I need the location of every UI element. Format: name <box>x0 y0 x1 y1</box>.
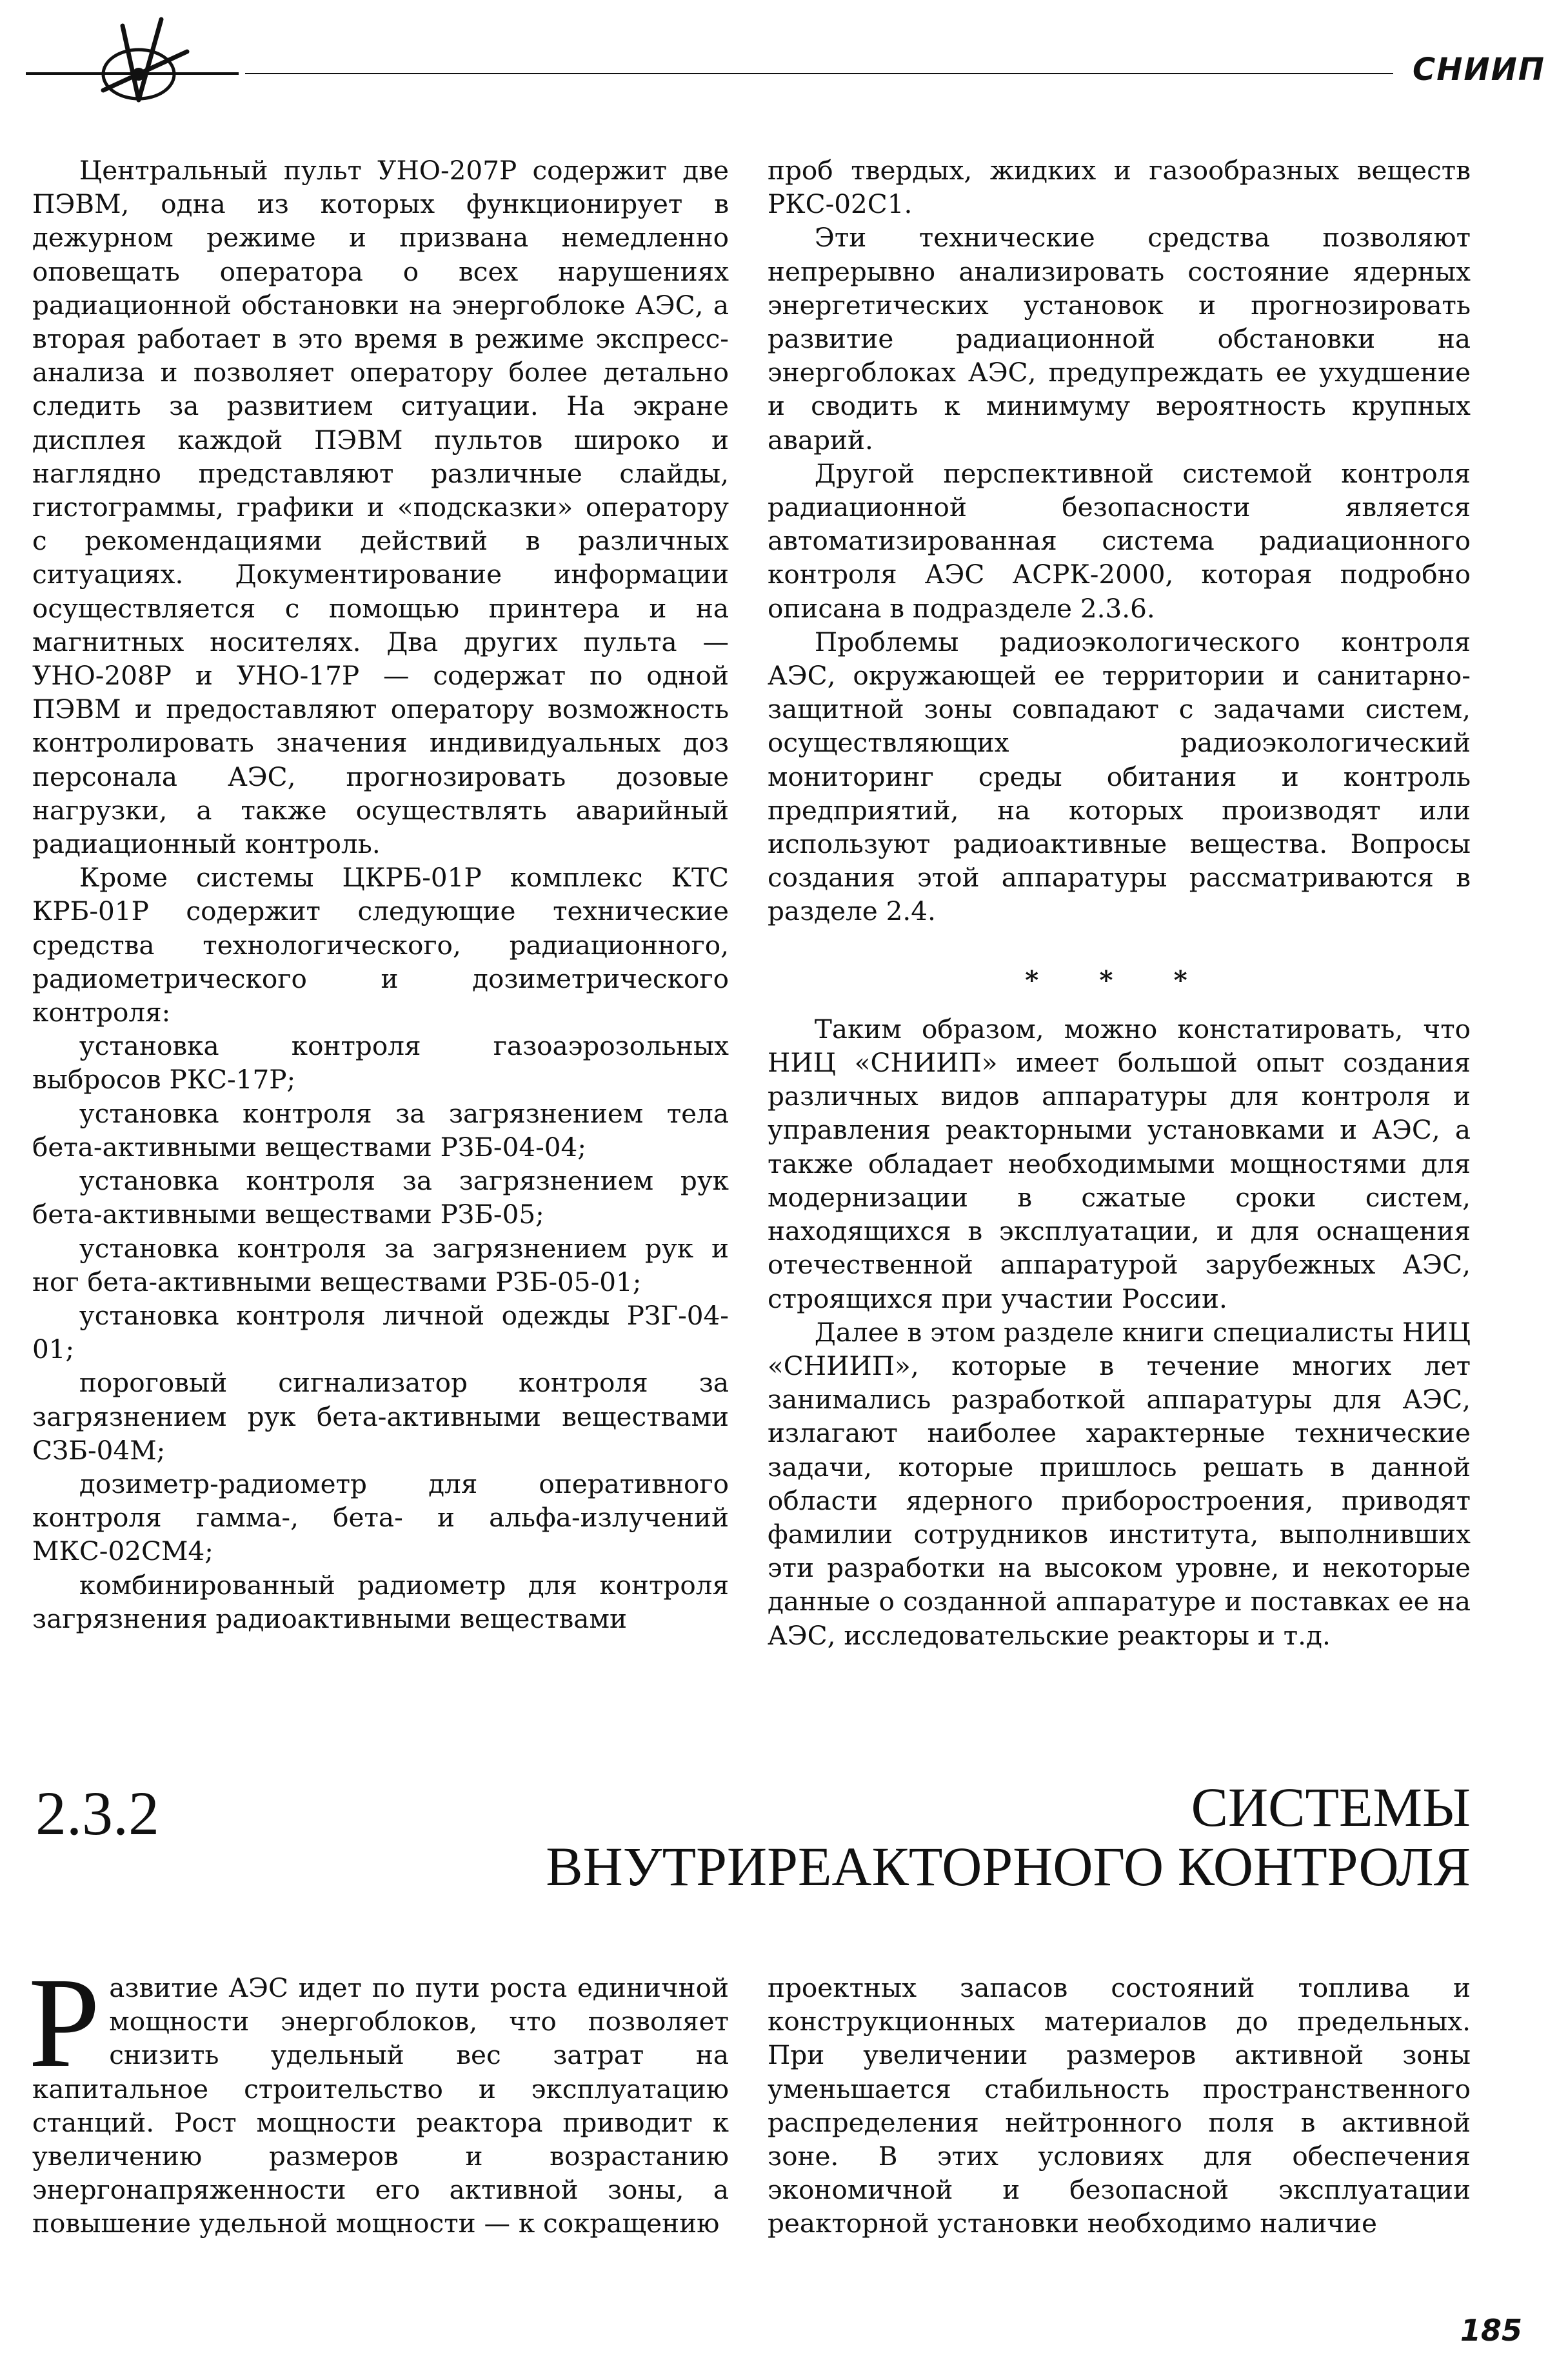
section-number: 2.3.2 <box>35 1779 159 1848</box>
paragraph: Другой перспективной системой контроля радиационной безопасности является автоматизированная система радиационного контроля АЭС АСРК-2000, которая подробно описана в подразделе 2.3.6. <box>768 457 1471 624</box>
paragraph: Эти технические средства позволяют непрерывно анализировать состояние ядерных энергетических установок и прогнозировать развитие радиационной обстановки на энергоблоках АЭС, предупреждать ее ухудшение и сводить к минимуму вероятность крупных аварий. <box>768 222 1471 455</box>
paragraph: азвитие АЭС идет по пути роста единичной мощности энергоблоков, что позволяет снизить удельный вес затрат на капитальное строительство и эксплуатацию станций. Рост мощности реактора приводит к увеличению размеров и возрастанию энергонапряженности его активной зоны, а повышение удельной мощности — к сокращению <box>32 1972 729 2239</box>
column-top-left <box>32 154 729 1635</box>
paragraph: Таким образом, можно констатировать, что НИЦ «СНИИП» имеет большой опыт создания различных видов аппаратуры для контроля и управления реакторными установками и АЭС, а также обладает необходимыми мощностями для модернизации в сжатые сроки систем, находящихся в эксплуатации, и для оснащения отечественной аппаратурой зарубежных АЭС, строящихся при участии России. <box>768 1013 1471 1314</box>
drop-cap: Р <box>28 1952 101 2094</box>
header-rule-thin <box>245 73 1393 74</box>
list-item: комбинированный радиометр для контроля загрязнения радиоактивными веществами <box>32 1569 729 1634</box>
paragraph: Далее в этом разделе книги специалисты НИЦ «СНИИП», которые в течение многих лет занимались разработкой аппаратуры для АЭС, излагают наиболее характерные технические задачи, которые пришлось решать в данной области ядерного приборостроения, приводят фамилии сотрудников института, выполнивших эти разработки на высоком уровне, и некоторые данные о созданной аппаратуре и поставках ее на АЭС, исследовательские реакторы и т.д. <box>768 1316 1471 1651</box>
section-title-line: СИСТЕМЫ <box>1191 1776 1471 1838</box>
column-bottom-left <box>28 1952 729 2241</box>
section-title-line: ВНУТРИРЕАКТОРНОГО КОНТРОЛЯ <box>546 1835 1471 1897</box>
paragraph: Центральный пульт УНО-207Р содержит две ПЭВМ, одна из которых функционирует в дежурном режиме и призвана немедленно оповещать оператора о всех нарушениях радиационной обстановки на энергоблоке АЭС, а вторая работает в это время в режиме экспресс-анализа и позволяет оператору более детально следить за развитием ситуации. На экране дисплея каждой ПЭВМ пультов широко и наглядно представляют различные слайды, гистограммы, графики и «подсказки» оператору с рекомендациями действий в различных ситуациях. Документирование информации осуществляется с помощью принтера и на магнитных носителях. Два других пульта — УНО-208Р и УНО-17Р — содержат по одной ПЭВМ и предоставляют оператору возможность контролировать значения индивидуальных доз персонала АЭС, прогнозировать дозовые нагрузки, а также осуществлять аварийный радиационный контроль. <box>32 155 729 860</box>
page-number: 185 <box>1460 2313 1522 2348</box>
column-top-right <box>768 154 1471 1652</box>
section-title <box>439 1777 1471 1896</box>
list-item: установка контроля газоаэрозольных выбросов РКС-17Р; <box>32 1030 729 1095</box>
publisher-logo-icon <box>77 13 200 110</box>
section-separator: * * * <box>1025 964 1213 995</box>
paragraph: Проблемы радиоэкологического контроля АЭС, окружающей ее территории и санитарно-защитной зоны совпадают с задачами систем, осуществляющих радиоэкологический мониторинг среды обитания и контроль предприятий, на которых производят или используют радиоактивные вещества. Вопросы создания этой аппаратуры рассматриваются в разделе 2.4. <box>768 626 1471 927</box>
paragraph: проектных запасов состояний топлива и конструкционных материалов до предельных. При увеличении размеров активной зоны уменьшается стабильность пространственного распределения нейтронного поля в активной зоне. В этих условиях для обеспечения экономичной и безопасной эксплуатации реакторной установки необходимо наличие <box>768 1972 1471 2239</box>
running-head: СНИИП <box>1413 52 1545 88</box>
paragraph-continuation: проб твердых, жидких и газообразных веществ РКС-02С1. <box>768 155 1471 220</box>
list-item: установка контроля за загрязнением рук бета-активными веществами РЗБ-05; <box>32 1165 729 1230</box>
list-item: установка контроля за загрязнением рук и ног бета-активными веществами РЗБ-05-01; <box>32 1232 729 1297</box>
list-item: дозиметр-радиометр для оперативного контроля гамма-, бета- и альфа-излучений МКС-02СМ4; <box>32 1468 729 1567</box>
column-bottom-right <box>768 1971 1471 2241</box>
paragraph: Кроме системы ЦКРБ-01Р комплекс КТС КРБ-01Р содержит следующие технические средства технологического, радиационного, радиометрического и дозиметрического контроля: <box>32 862 729 1028</box>
header-rule-thick <box>26 72 239 75</box>
list-item: пороговый сигнализатор контроля за загрязнением рук бета-активными веществами СЗБ-04М; <box>32 1367 729 1466</box>
list-item: установка контроля личной одежды РЗГ-04-01; <box>32 1299 729 1365</box>
list-item: установка контроля за загрязнением тела бета-активными веществами РЗБ-04-04; <box>32 1097 729 1163</box>
